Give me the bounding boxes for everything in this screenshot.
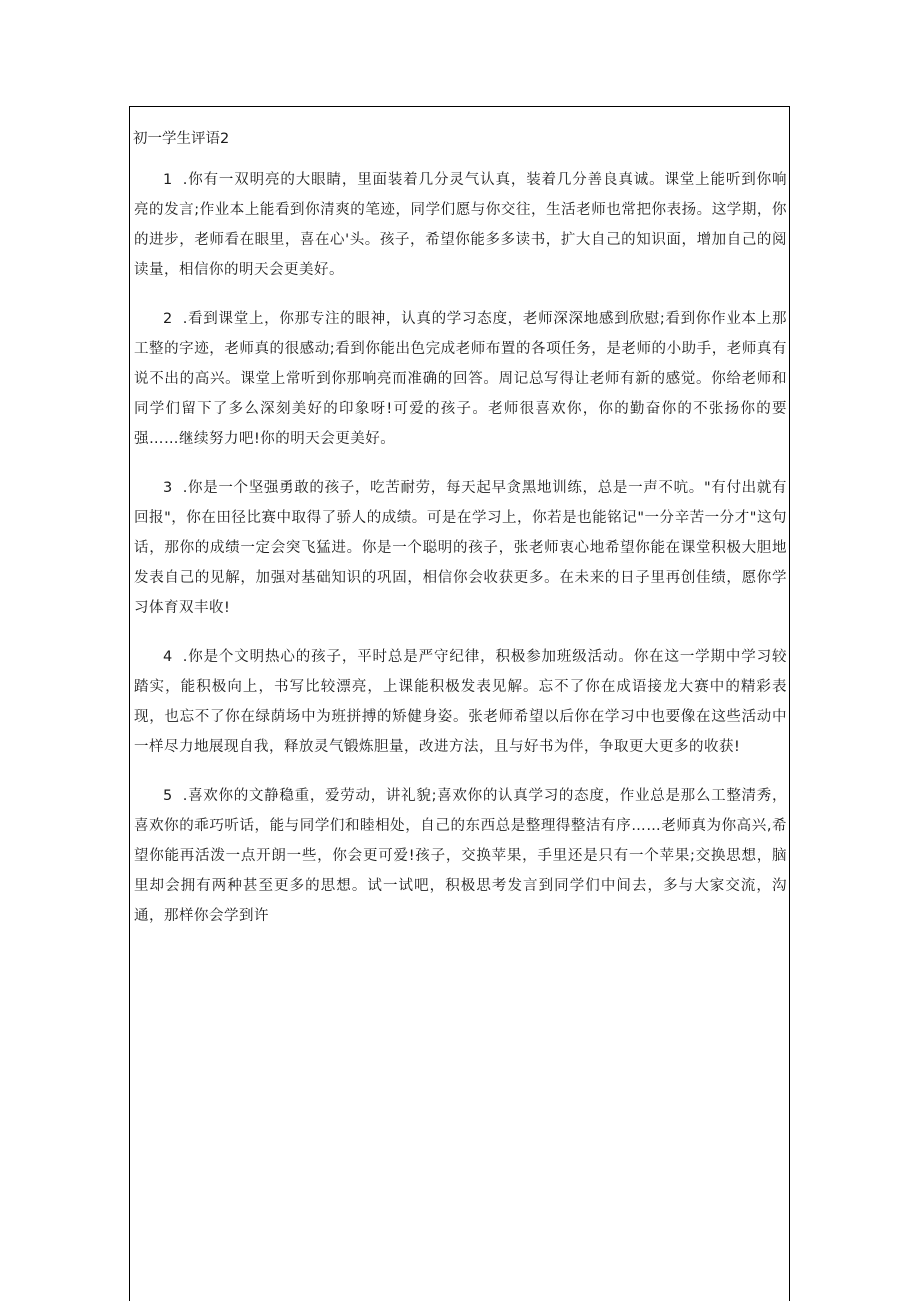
paragraph-text: .喜欢你的文静稳重，爱劳动，讲礼貌;喜欢你的认真学习的态度，作业总是那么工整清秀，喜欢你的乖巧听话，能与同学们和睦相处，自己的东西总是整理得整洁有序……老师真为你高兴,希望你能再活泼一点开朗一些，你会更可爱!孩子，交换苹果，手里还是只有一个苹果;交换思想，脑里却会拥有两种甚至更多的思想。试一试吧，积极思考发言到同学们中间去，多与大家交流，沟通，那样你会学到许	[134, 788, 787, 924]
paragraph-1	[134, 165, 787, 285]
paragraph-number: 4	[163, 649, 173, 665]
paragraph-text: .你有一双明亮的大眼睛，里面装着几分灵气认真，装着几分善良真诚。课堂上能听到你响亮的发言;作业本上能看到你清爽的笔迹，同学们愿与你交往，生活老师也常把你表扬。这学期，你的进步，老师看在眼里，喜在心'头。孩子，希望你能多多读书，扩大自己的知识面，增加自己的阅读量，相信你的明天会更美好。	[134, 172, 787, 278]
paragraph-text: .看到课堂上，你那专注的眼神，认真的学习态度，老师深深地感到欣慰;看到你作业本上那工整的字迹，老师真的很感动;看到你能出色完成老师布置的各项任务，是老师的小助手，老师真有说不出的高兴。课堂上常听到你那响亮而准确的回答。周记总写得让老师有新的感觉。你给老师和同学们留下了多么深刻美好的印象呀!可爱的孩子。老师很喜欢你，你的勤奋你的不张扬你的要强……继续努力吧!你的明天会更美好。	[134, 311, 787, 447]
paragraph-2	[134, 304, 787, 454]
paragraph-text: .你是个文明热心的孩子，平时总是严守纪律，积极参加班级活动。你在这一学期中学习较踏实，能积极向上，书写比较漂亮，上课能积极发表见解。忘不了你在成语接龙大赛中的精彩表现，也忘不了你在绿荫场中为班拼搏的矫健身姿。张老师希望以后你在学习中也要像在这些活动中一样尽力地展现自我，释放灵气锻炼胆量，改进方法，且与好书为伴，争取更大更多的收获!	[134, 649, 787, 755]
paragraph-text: .你是一个坚强勇敢的孩子，吃苦耐劳，每天起早贪黑地训练，总是一声不吭。"有付出就有回报"，你在田径比赛中取得了骄人的成绩。可是在学习上，你若是也能铭记"一分辛苦一分才"这句话，那你的成绩一定会突飞猛进。你是一个聪明的孩子，张老师衷心地希望你能在课堂积极大胆地发表自己的见解，加强对基础知识的巩固，相信你会收获更多。在未来的日子里再创佳绩，愿你学习体育双丰收!	[134, 480, 787, 616]
paragraph-number: 5	[163, 788, 173, 804]
document-page	[129, 106, 790, 1301]
paragraph-5	[134, 781, 787, 931]
paragraph-3	[134, 473, 787, 623]
document-title: 初一学生评语2	[133, 131, 230, 147]
paragraph-number: 3	[163, 480, 173, 496]
paragraph-number: 2	[163, 311, 173, 327]
paragraph-4	[134, 642, 787, 762]
document-body	[134, 165, 787, 950]
paragraph-number: 1	[163, 172, 173, 188]
